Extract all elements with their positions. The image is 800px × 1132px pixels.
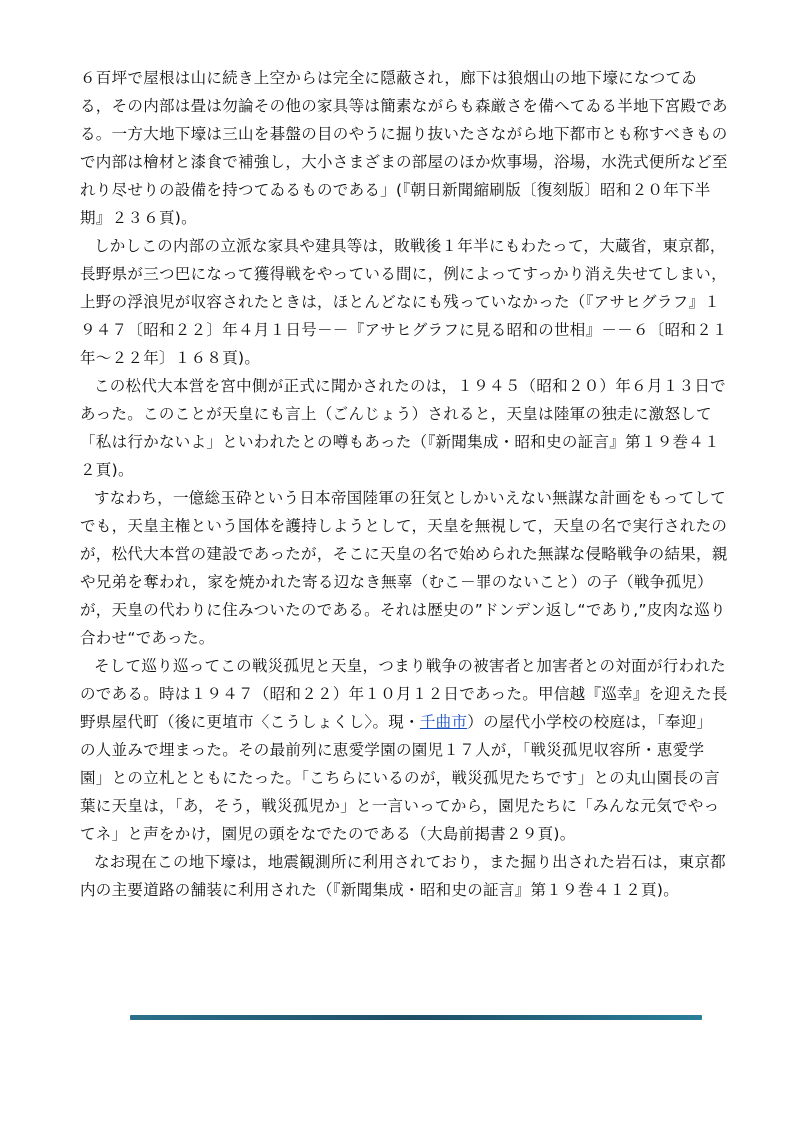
paragraph-2: しかしこの内部の立派な家具や建具等は，敗戦後１年半にもわたって，大蔵省，東京都，長野県が三つ巴になって獲得戦をやっている間に，例によってすっかり消え失せてしまい，上野の浮浪児が収容されたときは，ほとんどなにも残っていなかった（『アサヒグラフ』１９４７〔昭和２２〕年４月１日号－－『アサヒグラフに見る昭和の世相』－－６〔昭和２１年～２２年〕１６８頁)。 xyxy=(80,237,728,367)
paragraph-1: ６百坪で屋根は山に続き上空からは完全に隠蔽され，廊下は狼烟山の地下壕になつてゐる，その内部は畳は勿論その他の家具等は簡素ながらも森厳さを備へてゐる半地下宮殿である。一方大地下壕は三山を碁盤の目のやうに掘り抜いたさながら地下都市とも称すべきもので内部は檜材と漆食で補強し，大小さまざまの部屋のほか炊事場，浴場，水洗式便所など至れり尽せりの設備を持つてゐるものである」(『朝日新聞縮刷版〔復刻版〕昭和２０年下半期』２３６頁)。 xyxy=(80,69,728,227)
paragraph-4: すなわち，一億総玉砕という日本帝国陸軍の狂気としかいえない無謀な計画をもってしてでも，天皇主権という国体を護持しようとして，天皇を無視して，天皇の名で実行されたのが，松代大本営の建設であったが，そこに天皇の名で始められた無謀な侵略戦争の結果，親や兄弟を奪われ，家を焼かれた寄る辺なき無辜（むこ－罪のないこと）の子（戦争孤児）が，天皇の代わりに住みついたのである。それは歴史の”ドンデン返し“であり,”皮肉な巡り合わせ“であった。 xyxy=(80,489,728,647)
document-body xyxy=(80,64,728,904)
section-divider xyxy=(130,1015,702,1020)
paragraph-5-text-before-link: そして巡り巡ってこの戦災孤児と天皇，つまり戦争の被害者と加害者との対面が行われたのである。時は１９４７（昭和２２）年１０月１２日であった。甲信越『巡幸』を迎えた長野県屋代町（後に更埴市〈こうしょくし〉。現・ xyxy=(80,657,728,731)
chikuma-city-link[interactable]: 千曲市 xyxy=(419,713,468,731)
paragraph-5-text-after-link: ）の屋代小学校の校庭は，「奉迎」の人並みで埋まった。その最前列に恵愛学園の園児１７人が，「戦災孤児収容所・恵愛学園」との立札とともにたった。「こちらにいるのが，戦災孤児たちです」との丸山園長の言葉に天皇は，「あ，そう，戦災孤児か」と一言いってから，園児たちに「みんな元気でやってネ」と声をかけ，園児の頭をなでたのである（大島前掲書２９頁)。 xyxy=(80,713,720,843)
paragraph-5 xyxy=(80,652,728,848)
paragraph-3: この松代大本営を宮中側が正式に聞かされたのは，１９４５（昭和２０）年６月１３日であった。このことが天皇にも言上（ごんじょう）されると，天皇は陸軍の独走に激怒して「私は行かないよ」といわれたとの噂もあった（『新聞集成・昭和史の証言』第１９巻４１２頁)。 xyxy=(80,377,726,479)
paragraph-6: なお現在この地下壕は，地震観測所に利用されており，また掘り出された岩石は，東京都内の主要道路の舗装に利用された（『新聞集成・昭和史の証言』第１９巻４１２頁)。 xyxy=(80,853,726,899)
